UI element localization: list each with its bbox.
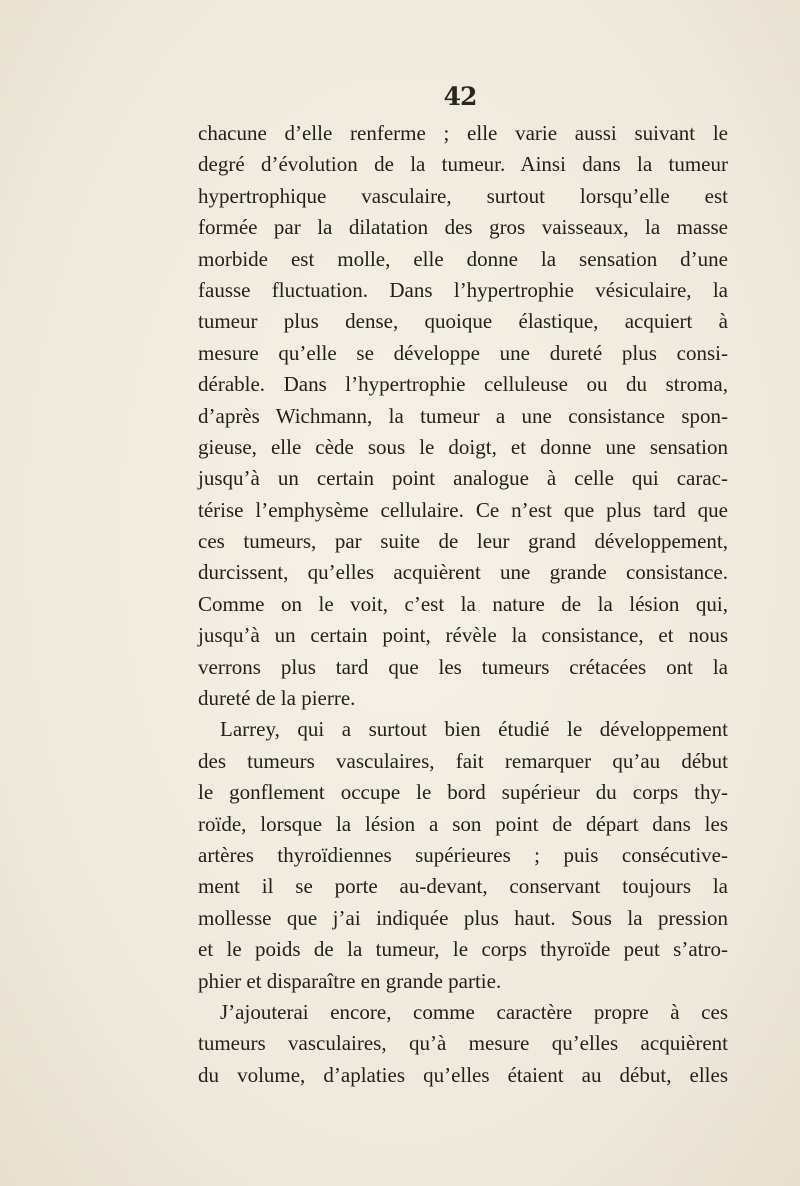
text-line: térise l’emphysème cellulaire. Ce n’est que plus tard que <box>198 497 728 522</box>
text-line: artères thyroïdiennes supérieures ; puis consécutive- <box>198 842 728 867</box>
text-line: hypertrophique vasculaire, surtout lorsqu’elle est <box>198 183 728 208</box>
text-line: phier et disparaître en grande partie. <box>198 968 502 993</box>
text-line: et le poids de la tumeur, le corps thyroïde peut s’atro- <box>198 937 728 962</box>
text-line: du volume, d’aplaties qu’elles étaient au début, elles <box>198 1062 728 1087</box>
text-line: fausse fluctuation. Dans l’hypertrophie vésiculaire, la <box>198 277 728 302</box>
text-line: ment il se porte au-devant, conservant toujours la <box>198 874 728 899</box>
text-line: d’après Wichmann, la tumeur a une consistance spon- <box>198 403 728 428</box>
text-line: roïde, lorsque la lésion a son point de départ dans les <box>198 811 728 836</box>
text-line: Larrey, qui a surtout bien étudié le développement <box>220 717 728 742</box>
page-number: 42 <box>443 82 477 111</box>
text-line: tumeurs vasculaires, qu’à mesure qu’elles acquièrent <box>198 1031 728 1056</box>
text-line: des tumeurs vasculaires, fait remarquer qu’au début <box>198 748 728 773</box>
text-line: degré d’évolution de la tumeur. Ainsi dans la tumeur <box>198 152 728 177</box>
text-line: ces tumeurs, par suite de leur grand développement, <box>198 529 728 554</box>
text-line: Comme on le voit, c’est la nature de la lésion qui, <box>198 591 728 616</box>
text-line: dérable. Dans l’hypertrophie celluleuse ou du stroma, <box>198 372 728 397</box>
text-line: dureté de la pierre. <box>198 686 356 711</box>
text-line: chacune d’elle renferme ; elle varie aussi suivant le <box>198 121 728 145</box>
text-line: le gonflement occupe le bord supérieur du corps thy- <box>198 780 728 805</box>
text-line: jusqu’à un certain point, révèle la consistance, et nous <box>198 623 728 648</box>
text-line: mesure qu’elle se développe une dureté plus consi- <box>198 340 728 365</box>
text-line: J’ajouterai encore, comme caractère propre à ces <box>220 999 728 1024</box>
text-line: jusqu’à un certain point analogue à celle qui carac- <box>198 466 728 491</box>
text-line: morbide est molle, elle donne la sensation d’une <box>198 246 728 271</box>
text-line: mollesse que j’ai indiquée plus haut. Sous la pression <box>198 905 728 930</box>
text-line: formée par la dilatation des gros vaisseaux, la masse <box>198 215 728 240</box>
text-line: durcissent, qu’elles acquièrent une grande consistance. <box>198 560 728 585</box>
text-line: verrons plus tard que les tumeurs crétacées ont la <box>198 654 728 679</box>
text-line: tumeur plus dense, quoique élastique, acquiert à <box>198 309 728 334</box>
body-text <box>198 118 728 1091</box>
text-line: gieuse, elle cède sous le doigt, et donne une sensation <box>198 434 728 459</box>
